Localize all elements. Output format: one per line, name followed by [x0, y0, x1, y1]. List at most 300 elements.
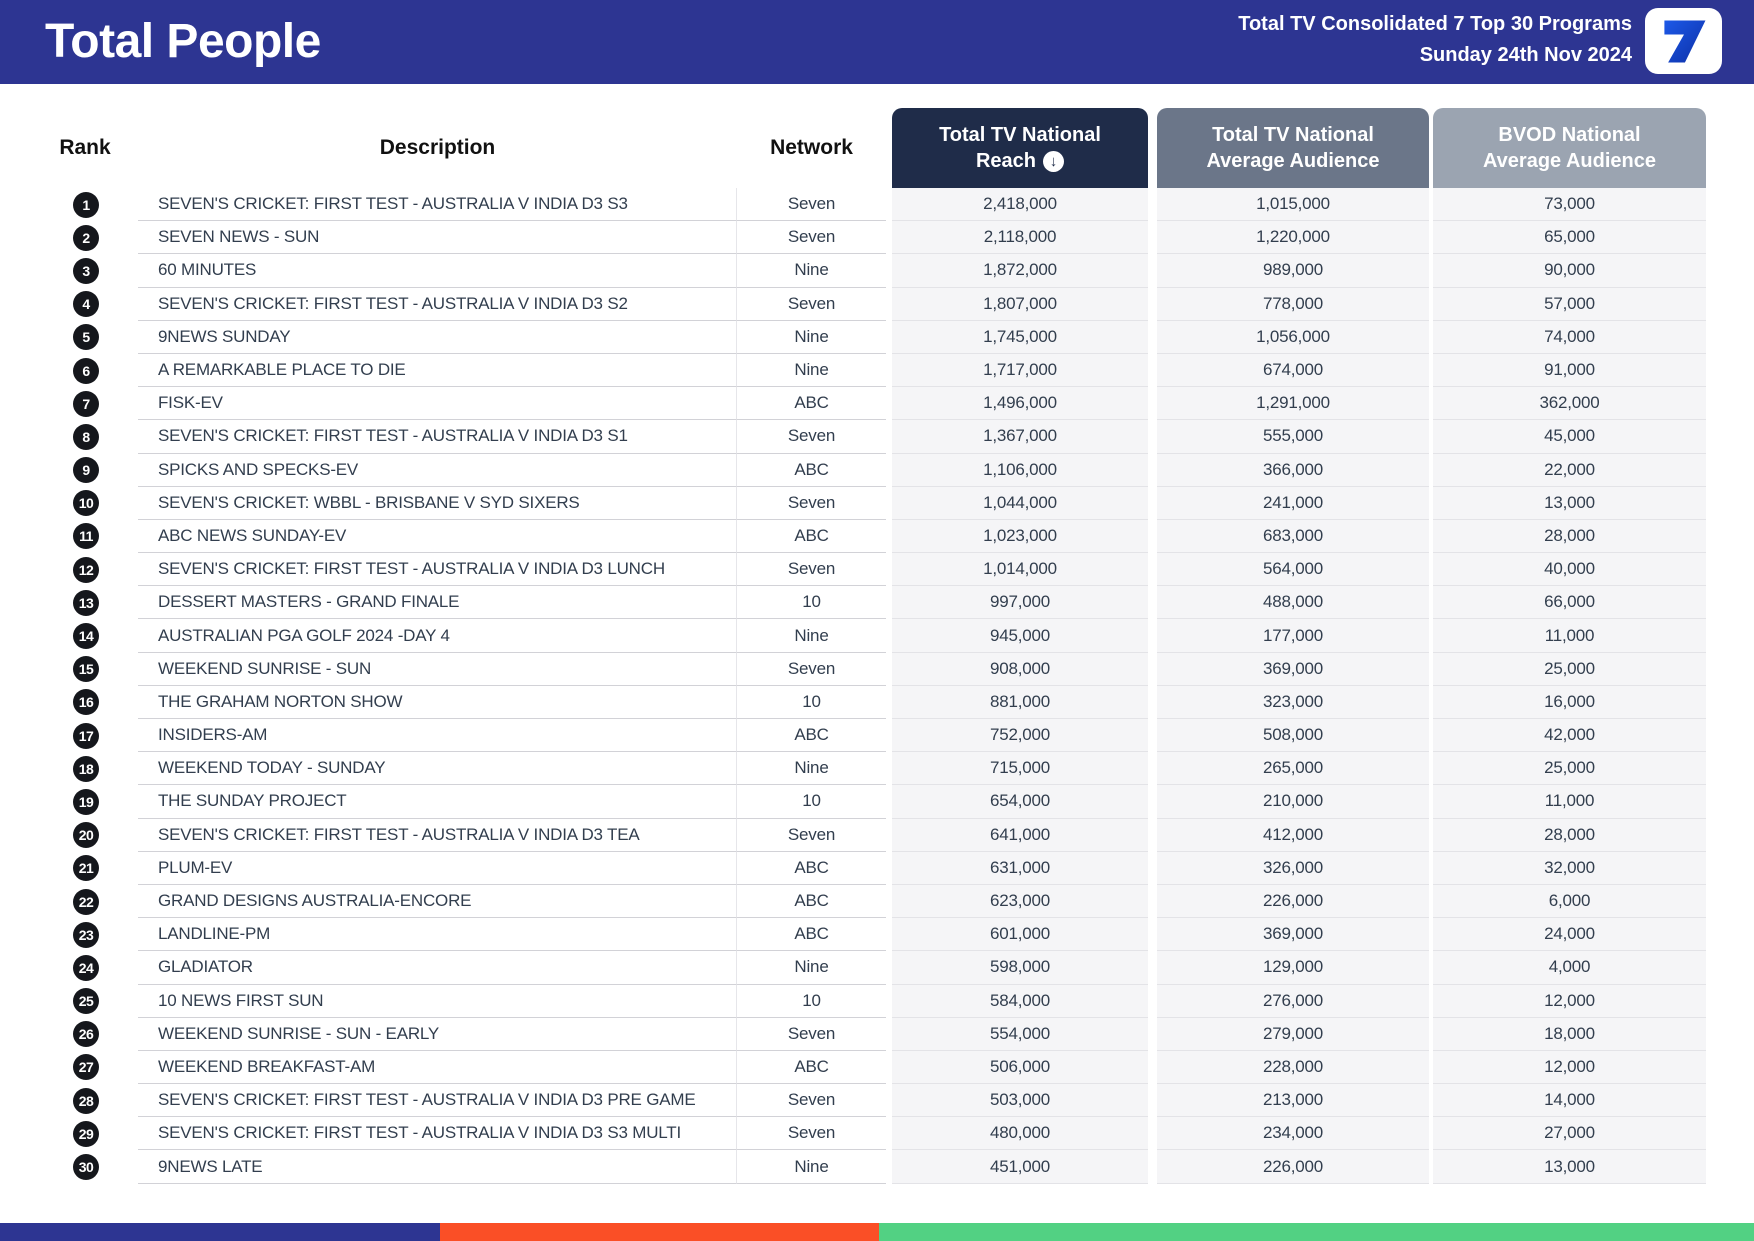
- avg-audience-cell: 1,056,000: [1157, 321, 1429, 354]
- reach-header-label: Reach: [975, 150, 1037, 172]
- table-row: [0, 686, 1754, 719]
- avg-audience-cell: 177,000: [1157, 619, 1429, 652]
- program-description: SPICKS AND SPECKS-EV: [138, 454, 737, 487]
- bvod-audience-cell: 73,000: [1433, 188, 1706, 221]
- rank-cell: [0, 288, 138, 321]
- rank-badge: 29: [73, 1121, 99, 1147]
- avg-audience-cell: 323,000: [1157, 686, 1429, 719]
- network-cell: ABC: [737, 454, 886, 487]
- bvod-audience-cell: 4,000: [1433, 951, 1706, 984]
- right-margin: [1706, 487, 1754, 520]
- column-gutter: [1148, 553, 1157, 586]
- right-margin: [1706, 520, 1754, 553]
- network-cell: ABC: [737, 918, 886, 951]
- network-cell: Nine: [737, 752, 886, 785]
- rank-cell: [0, 1018, 138, 1051]
- program-description: A REMARKABLE PLACE TO DIE: [138, 354, 737, 387]
- reach-cell: 641,000: [892, 819, 1148, 852]
- avg-audience-cell: 674,000: [1157, 354, 1429, 387]
- rank-cell: [0, 619, 138, 652]
- program-description: ABC NEWS SUNDAY-EV: [138, 520, 737, 553]
- network-cell: Nine: [737, 354, 886, 387]
- reach-cell: 2,118,000: [892, 221, 1148, 254]
- reach-cell: 623,000: [892, 885, 1148, 918]
- program-description: GRAND DESIGNS AUSTRALIA-ENCORE: [138, 885, 737, 918]
- rank-badge: 10: [73, 490, 99, 516]
- bvod-audience-cell: 12,000: [1433, 985, 1706, 1018]
- column-gutter: [1148, 321, 1157, 354]
- bvod-audience-cell: 22,000: [1433, 454, 1706, 487]
- column-gutter: [1148, 918, 1157, 951]
- rank-badge: 2: [73, 225, 99, 251]
- column-gutter: [1148, 951, 1157, 984]
- avg-audience-cell: 226,000: [1157, 1150, 1429, 1183]
- table-row: [0, 1117, 1754, 1150]
- reach-header-line-1: Total TV National: [939, 124, 1101, 146]
- table-row: [0, 487, 1754, 520]
- table-row: [0, 752, 1754, 785]
- bvod-audience-cell: 14,000: [1433, 1084, 1706, 1117]
- rank-badge: 23: [73, 922, 99, 948]
- program-description: THE SUNDAY PROJECT: [138, 785, 737, 818]
- right-margin: [1706, 387, 1754, 420]
- network-cell: Seven: [737, 553, 886, 586]
- column-gutter: [1148, 288, 1157, 321]
- report-header: [0, 0, 1754, 84]
- right-margin: [1706, 420, 1754, 453]
- reach-cell: 2,418,000: [892, 188, 1148, 221]
- bvod-audience-cell: 32,000: [1433, 852, 1706, 885]
- report-subtitle: [1238, 9, 1632, 71]
- rank-cell: [0, 785, 138, 818]
- subtitle-line-1: Total TV Consolidated 7 Top 30 Programs: [1238, 13, 1632, 35]
- table-row: [0, 520, 1754, 553]
- right-margin: [1706, 108, 1754, 188]
- rank-cell: [0, 454, 138, 487]
- program-description: AUSTRALIAN PGA GOLF 2024 -DAY 4: [138, 619, 737, 652]
- rank-cell: [0, 686, 138, 719]
- column-gutter: [1148, 1051, 1157, 1084]
- network-cell: 10: [737, 785, 886, 818]
- reach-cell: 506,000: [892, 1051, 1148, 1084]
- table-row: [0, 1150, 1754, 1183]
- column-gutter: [1148, 586, 1157, 619]
- bvod-audience-cell: 90,000: [1433, 254, 1706, 287]
- network-cell: 10: [737, 586, 886, 619]
- reach-cell: 584,000: [892, 985, 1148, 1018]
- program-description: INSIDERS-AM: [138, 719, 737, 752]
- reach-cell: 554,000: [892, 1018, 1148, 1051]
- right-margin: [1706, 288, 1754, 321]
- footer-stripe: [0, 1223, 1754, 1241]
- avg-audience-cell: 1,220,000: [1157, 221, 1429, 254]
- rank-badge: 19: [73, 789, 99, 815]
- program-description: 9NEWS LATE: [138, 1150, 737, 1183]
- rank-cell: [0, 520, 138, 553]
- table-row: [0, 918, 1754, 951]
- column-gutter: [1148, 354, 1157, 387]
- reach-cell: 908,000: [892, 653, 1148, 686]
- column-gutter: [1148, 719, 1157, 752]
- bvod-audience-cell: 6,000: [1433, 885, 1706, 918]
- rank-badge: 26: [73, 1021, 99, 1047]
- avg-audience-cell: 412,000: [1157, 819, 1429, 852]
- rank-cell: [0, 188, 138, 221]
- table-row: [0, 221, 1754, 254]
- rank-cell: [0, 1084, 138, 1117]
- bvod-audience-cell: 66,000: [1433, 586, 1706, 619]
- column-gutter: [1148, 752, 1157, 785]
- avg-audience-cell: 276,000: [1157, 985, 1429, 1018]
- table-row: [0, 454, 1754, 487]
- program-description: 60 MINUTES: [138, 254, 737, 287]
- bvod-audience-cell: 28,000: [1433, 819, 1706, 852]
- rank-cell: [0, 254, 138, 287]
- reach-cell: 480,000: [892, 1117, 1148, 1150]
- subtitle-line-2: Sunday 24th Nov 2024: [1419, 44, 1632, 66]
- rank-cell: [0, 951, 138, 984]
- network-cell: Seven: [737, 1084, 886, 1117]
- rank-badge: 3: [73, 258, 99, 284]
- avg-audience-cell: 210,000: [1157, 785, 1429, 818]
- column-gutter: [1148, 619, 1157, 652]
- program-description: 10 NEWS FIRST SUN: [138, 985, 737, 1018]
- avg-audience-cell: 129,000: [1157, 951, 1429, 984]
- right-margin: [1706, 1018, 1754, 1051]
- right-margin: [1706, 653, 1754, 686]
- bvod-audience-cell: 18,000: [1433, 1018, 1706, 1051]
- column-gutter: [1148, 1018, 1157, 1051]
- avg-audience-cell: 226,000: [1157, 885, 1429, 918]
- bvod-audience-cell: 91,000: [1433, 354, 1706, 387]
- program-description: WEEKEND TODAY - SUNDAY: [138, 752, 737, 785]
- table-row: [0, 619, 1754, 652]
- avg-audience-cell: 213,000: [1157, 1084, 1429, 1117]
- avg-audience-cell: 228,000: [1157, 1051, 1429, 1084]
- right-margin: [1706, 619, 1754, 652]
- bvod-header-line-2: Average Audience: [1482, 150, 1657, 172]
- network-cell: Seven: [737, 420, 886, 453]
- table-row: [0, 387, 1754, 420]
- program-description: 9NEWS SUNDAY: [138, 321, 737, 354]
- rank-cell: [0, 985, 138, 1018]
- column-gutter: [1148, 520, 1157, 553]
- program-description: FISK-EV: [138, 387, 737, 420]
- bvod-audience-cell: 25,000: [1433, 653, 1706, 686]
- rank-badge: 14: [73, 623, 99, 649]
- reach-cell: 752,000: [892, 719, 1148, 752]
- right-margin: [1706, 454, 1754, 487]
- avg-audience-cell: 508,000: [1157, 719, 1429, 752]
- column-header-total-tv-reach[interactable]: [892, 108, 1148, 188]
- network-cell: 10: [737, 686, 886, 719]
- column-gutter: [1148, 108, 1157, 188]
- stripe-blue-segment: [0, 1223, 440, 1241]
- column-gutter: [1148, 1150, 1157, 1183]
- rank-cell: [0, 752, 138, 785]
- reach-cell: 715,000: [892, 752, 1148, 785]
- column-gutter: [1148, 1084, 1157, 1117]
- column-gutter: [1148, 188, 1157, 221]
- right-margin: [1706, 686, 1754, 719]
- program-description: WEEKEND SUNRISE - SUN: [138, 653, 737, 686]
- reach-cell: 1,014,000: [892, 553, 1148, 586]
- network-cell: Seven: [737, 288, 886, 321]
- reach-cell: 1,023,000: [892, 520, 1148, 553]
- column-gutter: [1148, 785, 1157, 818]
- reach-cell: 1,044,000: [892, 487, 1148, 520]
- avg-audience-cell: 265,000: [1157, 752, 1429, 785]
- network-cell: Seven: [737, 653, 886, 686]
- bvod-audience-cell: 40,000: [1433, 553, 1706, 586]
- rank-cell: [0, 420, 138, 453]
- bvod-audience-cell: 11,000: [1433, 785, 1706, 818]
- table-row: [0, 719, 1754, 752]
- bvod-audience-cell: 45,000: [1433, 420, 1706, 453]
- bvod-audience-cell: 13,000: [1433, 487, 1706, 520]
- avg-audience-cell: 366,000: [1157, 454, 1429, 487]
- right-margin: [1706, 254, 1754, 287]
- network-cell: ABC: [737, 520, 886, 553]
- avg-header-line-1: Total TV National: [1212, 124, 1374, 146]
- bvod-audience-cell: 12,000: [1433, 1051, 1706, 1084]
- network-cell: Seven: [737, 188, 886, 221]
- network-cell: Nine: [737, 951, 886, 984]
- right-margin: [1706, 586, 1754, 619]
- column-gutter: [1148, 254, 1157, 287]
- right-margin: [1706, 1150, 1754, 1183]
- reach-cell: 598,000: [892, 951, 1148, 984]
- rank-badge: 7: [73, 391, 99, 417]
- reach-cell: 503,000: [892, 1084, 1148, 1117]
- network-cell: ABC: [737, 885, 886, 918]
- rank-badge: 1: [73, 192, 99, 218]
- rank-cell: [0, 487, 138, 520]
- network-cell: 10: [737, 985, 886, 1018]
- network-cell: ABC: [737, 1051, 886, 1084]
- table-header-row: [0, 108, 1754, 188]
- sort-descending-icon[interactable]: ↓: [1043, 151, 1064, 172]
- reach-cell: 654,000: [892, 785, 1148, 818]
- rank-cell: [0, 553, 138, 586]
- rank-cell: [0, 852, 138, 885]
- bvod-audience-cell: 74,000: [1433, 321, 1706, 354]
- right-margin: [1706, 752, 1754, 785]
- column-header-total-tv-average[interactable]: [1157, 108, 1429, 188]
- avg-audience-cell: 234,000: [1157, 1117, 1429, 1150]
- bvod-header-line-1: BVOD National: [1498, 124, 1641, 146]
- column-gutter: [1148, 852, 1157, 885]
- column-header-description: Description: [379, 136, 496, 159]
- rank-cell: [0, 819, 138, 852]
- avg-audience-cell: 279,000: [1157, 1018, 1429, 1051]
- table-body: [0, 188, 1754, 1184]
- bvod-audience-cell: 25,000: [1433, 752, 1706, 785]
- avg-header-line-2: Average Audience: [1206, 150, 1380, 172]
- table-row: [0, 885, 1754, 918]
- rank-cell: [0, 354, 138, 387]
- program-description: WEEKEND SUNRISE - SUN - EARLY: [138, 1018, 737, 1051]
- reach-cell: 997,000: [892, 586, 1148, 619]
- seven-7-icon: [1656, 13, 1712, 69]
- avg-audience-cell: 989,000: [1157, 254, 1429, 287]
- bvod-audience-cell: 27,000: [1433, 1117, 1706, 1150]
- bvod-audience-cell: 28,000: [1433, 520, 1706, 553]
- avg-audience-cell: 241,000: [1157, 487, 1429, 520]
- reach-cell: 451,000: [892, 1150, 1148, 1183]
- rank-cell: [0, 387, 138, 420]
- table-row: [0, 420, 1754, 453]
- column-gutter: [1148, 487, 1157, 520]
- reach-cell: 1,496,000: [892, 387, 1148, 420]
- rank-badge: 22: [73, 889, 99, 915]
- program-description: PLUM-EV: [138, 852, 737, 885]
- program-description: WEEKEND BREAKFAST-AM: [138, 1051, 737, 1084]
- network-cell: ABC: [737, 387, 886, 420]
- right-margin: [1706, 918, 1754, 951]
- table-row: [0, 288, 1754, 321]
- network-cell: Nine: [737, 321, 886, 354]
- bvod-audience-cell: 42,000: [1433, 719, 1706, 752]
- right-margin: [1706, 1051, 1754, 1084]
- table-row: [0, 586, 1754, 619]
- stripe-orange-segment: [440, 1223, 879, 1241]
- right-margin: [1706, 885, 1754, 918]
- rank-cell: [0, 918, 138, 951]
- bvod-audience-cell: 13,000: [1433, 1150, 1706, 1183]
- rank-badge: 18: [73, 756, 99, 782]
- table-row: [0, 819, 1754, 852]
- rank-badge: 6: [73, 358, 99, 384]
- column-gutter: [1148, 387, 1157, 420]
- avg-audience-cell: 369,000: [1157, 653, 1429, 686]
- column-header-network: Network: [770, 136, 853, 159]
- avg-audience-cell: 1,015,000: [1157, 188, 1429, 221]
- column-gutter: [1148, 454, 1157, 487]
- network-cell: Seven: [737, 1018, 886, 1051]
- rank-badge: 17: [73, 723, 99, 749]
- right-margin: [1706, 321, 1754, 354]
- rank-badge: 9: [73, 457, 99, 483]
- right-margin: [1706, 553, 1754, 586]
- network-cell: Nine: [737, 619, 886, 652]
- rank-badge: 11: [73, 523, 99, 549]
- rank-cell: [0, 221, 138, 254]
- rank-badge: 8: [73, 424, 99, 450]
- reach-header-line-2: [976, 148, 1064, 174]
- rank-badge: 20: [73, 822, 99, 848]
- program-description: SEVEN'S CRICKET: FIRST TEST - AUSTRALIA V INDIA D3 S2: [138, 288, 737, 321]
- table-row: [0, 188, 1754, 221]
- rank-badge: 28: [73, 1088, 99, 1114]
- program-description: SEVEN'S CRICKET: FIRST TEST - AUSTRALIA V INDIA D3 S1: [138, 420, 737, 453]
- right-margin: [1706, 1117, 1754, 1150]
- rank-badge: 25: [73, 988, 99, 1014]
- rank-cell: [0, 586, 138, 619]
- network-cell: Seven: [737, 819, 886, 852]
- table-row: [0, 951, 1754, 984]
- program-description: LANDLINE-PM: [138, 918, 737, 951]
- table-row: [0, 852, 1754, 885]
- table-row: [0, 1018, 1754, 1051]
- reach-cell: 1,745,000: [892, 321, 1148, 354]
- network-cell: Seven: [737, 487, 886, 520]
- rank-badge: 15: [73, 656, 99, 682]
- avg-audience-cell: 1,291,000: [1157, 387, 1429, 420]
- stripe-green-segment: [879, 1223, 1754, 1241]
- bvod-audience-cell: 16,000: [1433, 686, 1706, 719]
- right-margin: [1706, 951, 1754, 984]
- bvod-audience-cell: 362,000: [1433, 387, 1706, 420]
- table-row: [0, 553, 1754, 586]
- column-header-rank: Rank: [59, 136, 111, 159]
- column-gutter: [1148, 686, 1157, 719]
- right-margin: [1706, 819, 1754, 852]
- rank-cell: [0, 1117, 138, 1150]
- rank-cell: [0, 1150, 138, 1183]
- network-cell: Nine: [737, 1150, 886, 1183]
- avg-audience-cell: 555,000: [1157, 420, 1429, 453]
- table-row: [0, 1084, 1754, 1117]
- column-gutter: [1148, 819, 1157, 852]
- reach-cell: 1,367,000: [892, 420, 1148, 453]
- reach-cell: 881,000: [892, 686, 1148, 719]
- bvod-audience-cell: 24,000: [1433, 918, 1706, 951]
- rank-badge: 21: [73, 855, 99, 881]
- reach-cell: 1,106,000: [892, 454, 1148, 487]
- reach-cell: 945,000: [892, 619, 1148, 652]
- rank-badge: 12: [73, 557, 99, 583]
- right-margin: [1706, 188, 1754, 221]
- bvod-audience-cell: 65,000: [1433, 221, 1706, 254]
- program-description: DESSERT MASTERS - GRAND FINALE: [138, 586, 737, 619]
- rank-cell: [0, 653, 138, 686]
- reach-cell: 1,807,000: [892, 288, 1148, 321]
- avg-audience-cell: 564,000: [1157, 553, 1429, 586]
- rank-badge: 27: [73, 1054, 99, 1080]
- seven-network-logo: [1645, 8, 1722, 74]
- program-description: SEVEN'S CRICKET: WBBL - BRISBANE V SYD SIXERS: [138, 487, 737, 520]
- rank-badge: 13: [73, 590, 99, 616]
- table-row: [0, 985, 1754, 1018]
- network-cell: Nine: [737, 254, 886, 287]
- column-gutter: [1148, 985, 1157, 1018]
- bvod-audience-cell: 11,000: [1433, 619, 1706, 652]
- reach-cell: 601,000: [892, 918, 1148, 951]
- right-margin: [1706, 852, 1754, 885]
- page-title: Total People: [45, 15, 321, 68]
- column-header-bvod-average[interactable]: [1433, 108, 1706, 188]
- avg-audience-cell: 683,000: [1157, 520, 1429, 553]
- rank-badge: 30: [73, 1154, 99, 1180]
- rank-badge: 5: [73, 324, 99, 350]
- right-margin: [1706, 221, 1754, 254]
- table-row: [0, 785, 1754, 818]
- table-row: [0, 254, 1754, 287]
- network-cell: ABC: [737, 719, 886, 752]
- right-margin: [1706, 354, 1754, 387]
- rank-badge: 4: [73, 291, 99, 317]
- column-gutter: [1148, 653, 1157, 686]
- column-gutter: [1148, 221, 1157, 254]
- table-row: [0, 354, 1754, 387]
- right-margin: [1706, 719, 1754, 752]
- right-margin: [1706, 785, 1754, 818]
- rank-badge: 24: [73, 955, 99, 981]
- bvod-audience-cell: 57,000: [1433, 288, 1706, 321]
- avg-audience-cell: 488,000: [1157, 586, 1429, 619]
- avg-audience-cell: 369,000: [1157, 918, 1429, 951]
